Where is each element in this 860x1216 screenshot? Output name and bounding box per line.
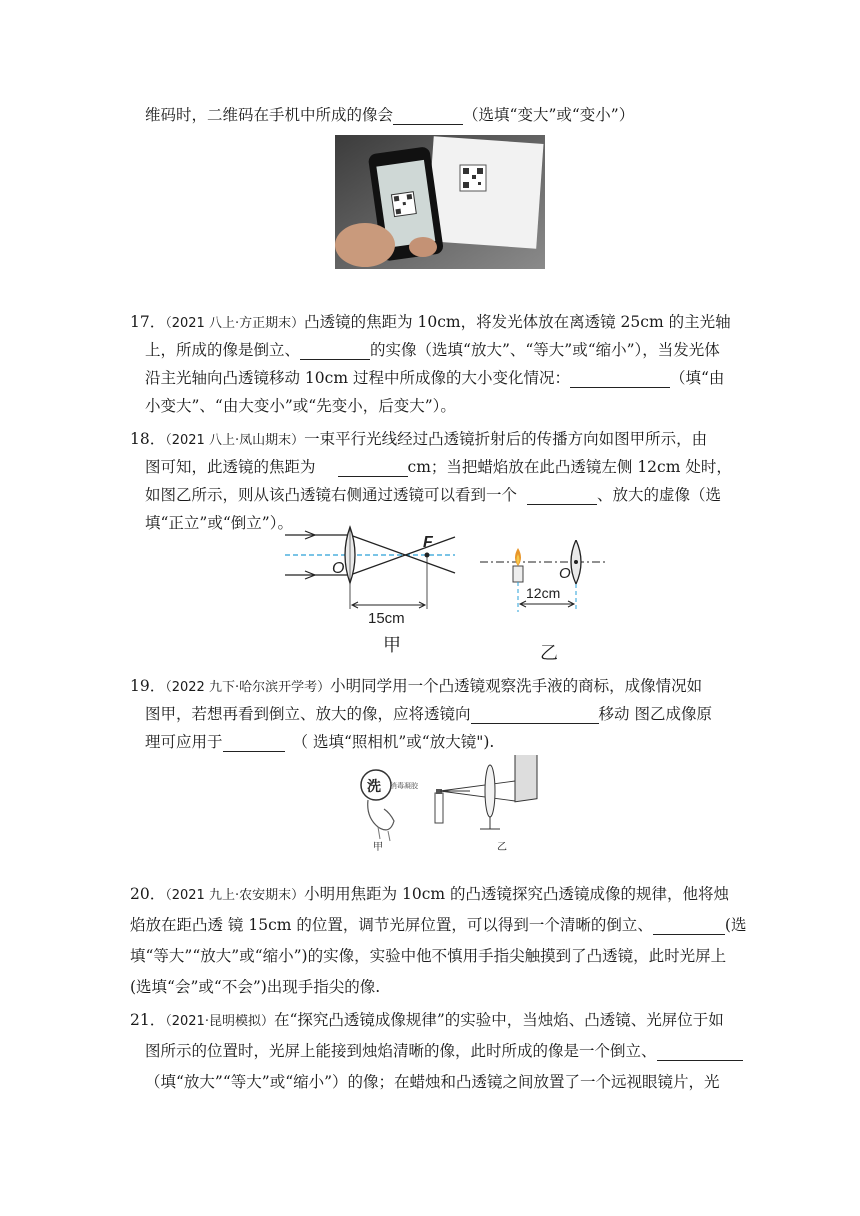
q20-text2b: (选 <box>724 916 747 934</box>
q17-text3a: 沿主光轴向凸透镜移动 10cm 过程中所成像的大小变化情况： <box>145 369 570 387</box>
q21-line2 <box>145 1041 743 1061</box>
q20-line3 <box>130 946 726 966</box>
q18-line1 <box>130 429 707 451</box>
convex-lens-diagram-jia <box>280 525 460 635</box>
q21-line3 <box>145 1072 720 1092</box>
q17-blank2[interactable] <box>570 370 670 388</box>
q18-blank2[interactable] <box>527 487 597 505</box>
q18-text4: 填“正立”或“倒立”）。 <box>145 514 293 532</box>
question-source: （2021 八上·凤山期末） <box>165 433 305 448</box>
q19-line3 <box>145 732 494 752</box>
q18-blank1[interactable] <box>338 459 408 477</box>
figure-caption-yi: 乙 <box>497 842 507 853</box>
q19-line1 <box>130 676 702 698</box>
q17-line4 <box>145 396 456 416</box>
q20-line1 <box>130 884 729 906</box>
figure-caption-jia: 甲 <box>373 842 383 853</box>
q18-line4 <box>145 513 293 533</box>
brand-logo-text: 洗 <box>367 779 381 795</box>
q18-text2b: cm；当把蜡焰放在此凸透镜左侧 12cm 处时， <box>407 458 732 476</box>
figure-caption-yi: 乙 <box>540 643 558 664</box>
q18-text3a: 如图乙所示，则从该凸透镜右侧通过透镜可以看到一个 <box>145 486 518 504</box>
q18-text2a: 图可知，此透镜的焦距为 <box>145 458 316 476</box>
lens-center-label: O <box>332 560 345 577</box>
q19-text3b: （ 选填“照相机”或“放大镜"). <box>292 733 495 751</box>
q19-blank2[interactable] <box>223 734 285 752</box>
q17-line3 <box>145 368 724 388</box>
question-source: （2021 九上·农安期末） <box>165 888 305 903</box>
q19-text3a: 理可应用于 <box>145 733 223 751</box>
convex-lens-diagram-yi <box>478 540 608 630</box>
lens-center-label: O <box>559 565 571 582</box>
q16-text: 维码时，二维码在手机中所成的像会 <box>145 106 394 124</box>
question-number: 19． <box>130 677 166 695</box>
q21-blank1[interactable] <box>657 1043 743 1061</box>
q20-blank1[interactable] <box>653 917 725 935</box>
q16-answer-blank[interactable] <box>393 107 463 125</box>
brand-name-text: 消毒凝胶 <box>390 782 418 790</box>
question-source: （2021·昆明模拟） <box>165 1014 274 1029</box>
question-source: （2021 八上·方正期末） <box>165 316 305 331</box>
q19-line2 <box>145 704 712 724</box>
question-source: （2022 九下·哈尔滨开学考） <box>165 680 331 695</box>
q19-text2a: 图甲，若想再看到倒立、放大的像，应将透镜向 <box>145 705 471 723</box>
q21-text1: 在“探究凸透镜成像规律”的实验中，当烛焰、凸透镜、光屏位于如 <box>273 1011 724 1029</box>
q17-blank1[interactable] <box>300 342 370 360</box>
q20-text2a: 焰放在距凸透 镜 15cm 的位置，调节光屏位置，可以得到一个清晰的倒立、 <box>130 916 653 934</box>
q18-line2 <box>145 457 732 477</box>
q17-line2 <box>145 340 720 360</box>
q20-text4: (选填“会”或“不会”)出现手指尖的像. <box>130 978 381 996</box>
q21-text2a: 图所示的位置时，光屏上能接到烛焰清晰的像，此时所成的像是一个倒立、 <box>145 1042 657 1060</box>
phone-qr-photo <box>335 135 545 269</box>
candle-icon <box>513 548 523 582</box>
q16-tail-line <box>145 105 634 125</box>
q17-text1: 凸透镜的焦距为 10cm，将发光体放在离透镜 25cm 的主光轴 <box>304 313 731 331</box>
focal-distance-label: 15cm <box>368 610 405 627</box>
q19-text2b: 移动 图乙成像原 <box>598 705 712 723</box>
question-number: 17． <box>130 313 166 331</box>
q21-text3: （填“放大”“等大”或“缩小”）的像；在蜡烛和凸透镜之间放置了一个远视眼镜片，光 <box>145 1073 720 1091</box>
q17-text3b: （填“由 <box>669 369 725 387</box>
q19-blank1[interactable] <box>471 706 599 724</box>
question-number: 20． <box>130 885 166 903</box>
question-number: 21． <box>130 1011 166 1029</box>
question-number: 18． <box>130 430 166 448</box>
q20-text1: 小明用焦距为 10cm 的凸透镜探究凸透镜成像的规律，他将烛 <box>304 885 730 903</box>
q20-line4 <box>130 977 380 997</box>
q20-line2 <box>130 915 746 935</box>
q17-text2a: 上，所成的像是倒立、 <box>145 341 301 359</box>
q21-line1 <box>130 1010 724 1032</box>
q19-text1: 小明同学用一个凸透镜观察洗手液的商标，成像情况如 <box>330 677 703 695</box>
q17-text2b: 的实像（选填“放大”、“等大”或“缩小”），当发光体 <box>370 341 720 359</box>
q18-text3b: 、放大的虚像（选 <box>597 486 722 504</box>
q20-text3: 填“等大”“放大”或“缩小”)的实像，实验中他不慎用手指尖触摸到了凸透镜，此时光屏上 <box>130 947 727 965</box>
q18-text1: 一束平行光线经过凸透镜折射后的传播方向如图甲所示，由 <box>304 430 708 448</box>
q17-text4: 小变大”、“由大变小”或“先变小，后变大”）。 <box>145 397 456 415</box>
q16-hint: （选填“变大”或“变小”） <box>463 106 635 124</box>
figure-caption-jia: 甲 <box>383 635 401 656</box>
focus-label: F <box>423 534 433 551</box>
q18-line3 <box>145 485 721 505</box>
object-distance-label: 12cm <box>526 585 561 601</box>
q17-line1 <box>130 312 731 334</box>
